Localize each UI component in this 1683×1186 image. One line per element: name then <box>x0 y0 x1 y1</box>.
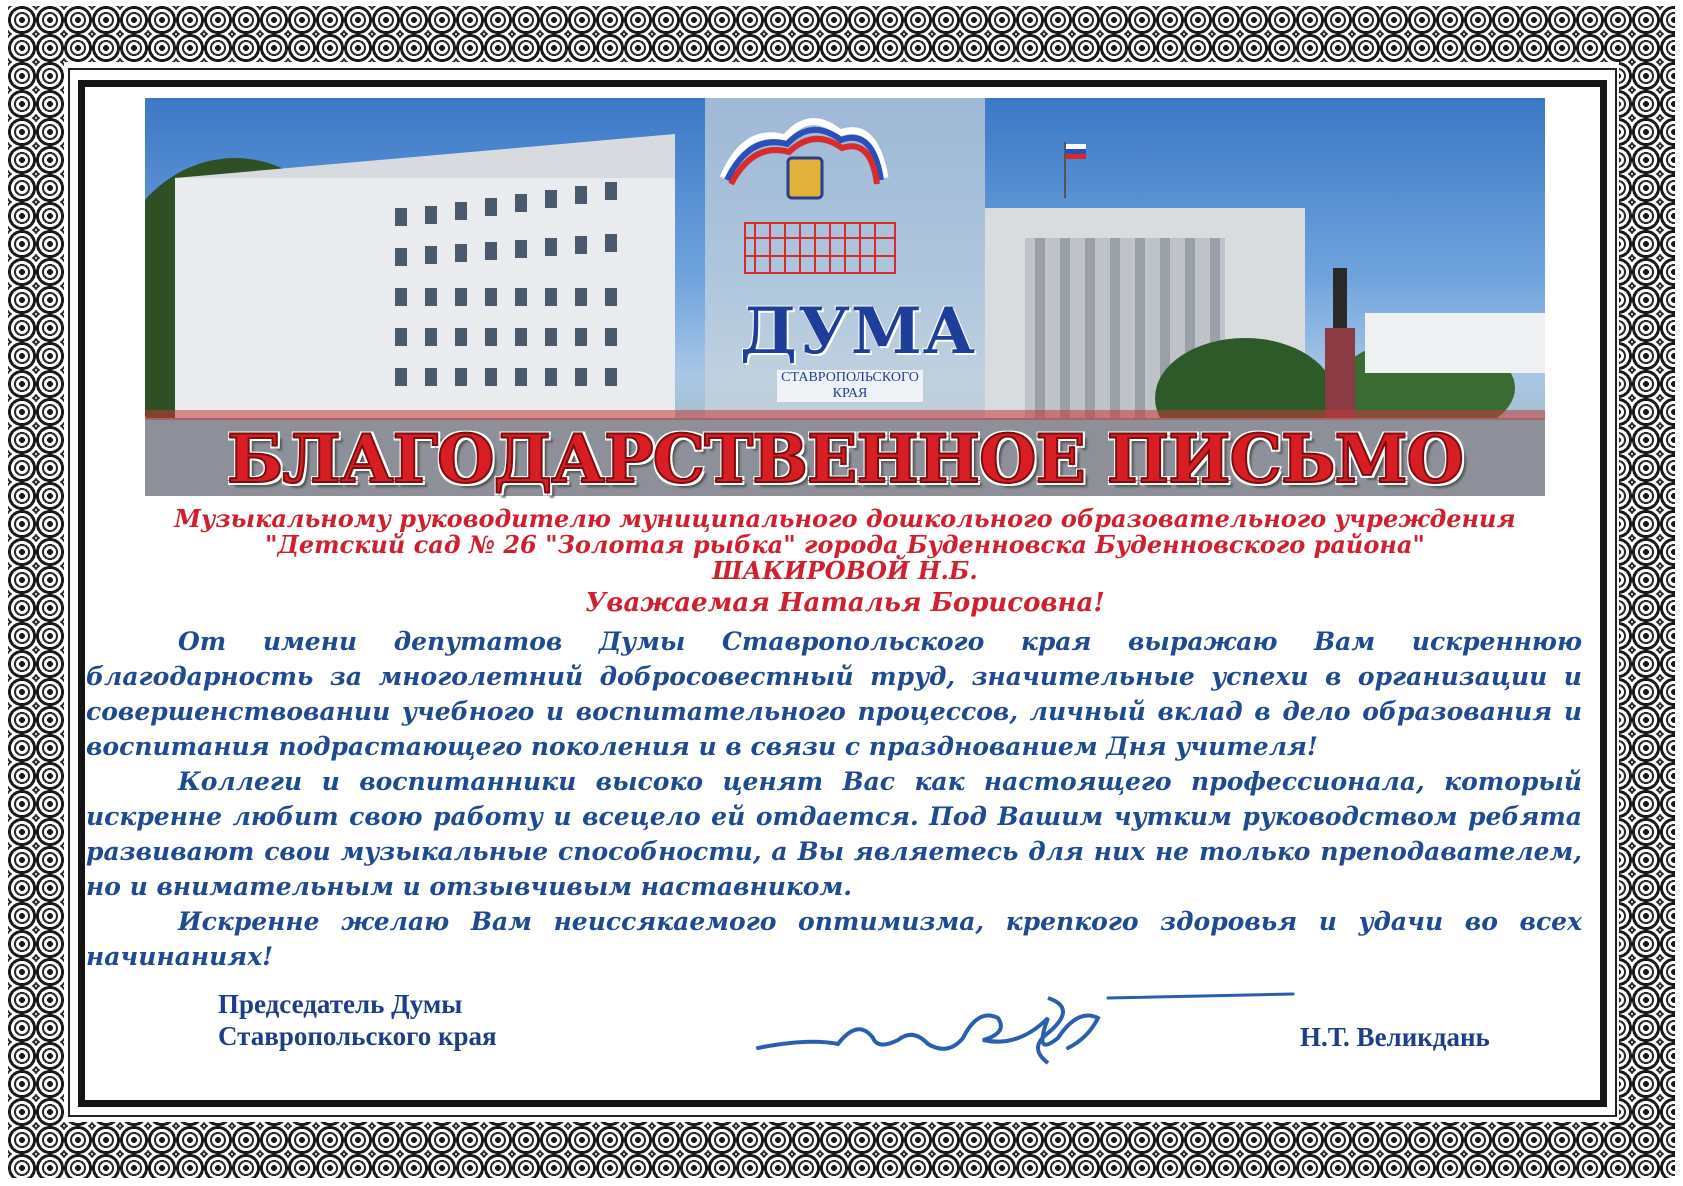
signer-position <box>218 988 497 1052</box>
duma-logo-subtitle-line2: КРАЯ <box>832 386 868 401</box>
letter-title: БЛАГОДАРСТВЕННОЕ ПИСЬМО <box>226 420 1464 498</box>
signer-position-line2: Ставропольского края <box>218 1021 497 1051</box>
recipient-name: ШАКИРОВОЙ Н.Б. <box>712 556 978 585</box>
body-paragraph-2: Коллеги и воспитанники высоко ценят Вас как настоящего профессионала, который искренне любит свою работу и всецело ей отдается. Под Вашим чутким руководством ребята развивают свои музыкальные способности, а Вы являетесь для них не только преподавателем, но и внимательным и отзывчивым наставником. <box>86 767 1582 901</box>
greeting: Уважаемая Наталья Борисовна! <box>585 588 1105 618</box>
handwritten-signature <box>748 978 1308 1078</box>
recipient-line-2: "Детский сад № 26 "Золотая рыбка" города Буденновска Буденновского района" <box>265 530 1425 559</box>
signer-position-line1: Председатель Думы <box>218 989 463 1019</box>
recipient-block <box>145 506 1545 584</box>
duma-logo-word: ДУМА <box>740 294 976 369</box>
duma-logo-subtitle-line1: СТАВРОПОЛЬСКОГО <box>781 370 919 385</box>
duma-logo <box>740 294 976 402</box>
body-paragraph-3: Искренне желаю Вам неиссякаемого оптимизма, крепкого здоровья и удачи во всех начинаниях! <box>86 907 1582 971</box>
duma-logo-subtitle <box>777 370 923 402</box>
body-paragraph-1: От имени депутатов Думы Ставропольского края выражаю Вам искреннюю благодарность за многолетний добросовестный труд, значительные успехи в организации и совершенствовании учебного и воспитательного процессов, личный вклад в дело образования и воспитания подрастающего поколения и в связи с празднованием Дня учителя! <box>86 627 1582 761</box>
signer-name: Н.Т. Великдань <box>1300 1022 1490 1052</box>
recipient-line-1: Музыкальному руководителю муниципального дошкольного образовательного учреждения <box>174 504 1516 533</box>
letter-body <box>86 624 1582 974</box>
